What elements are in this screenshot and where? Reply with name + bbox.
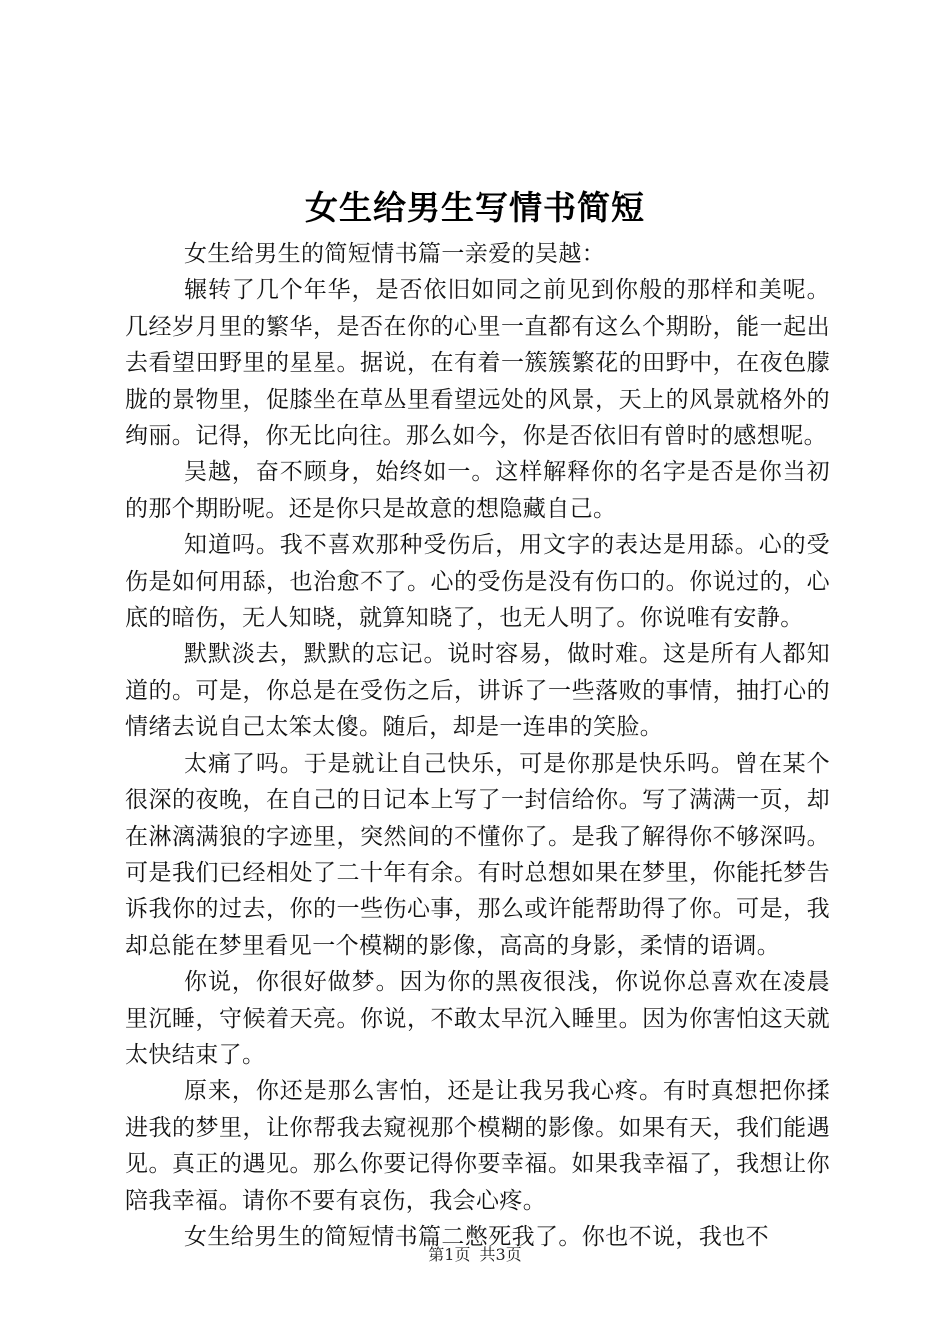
page-footer <box>0 1243 950 1267</box>
document-body <box>125 236 830 1255</box>
paragraph: 知道吗。我不喜欢那种受伤后，用文字的表达是用舔。心的受伤是如何用舔，也治愈不了。心的受伤是没有伤口的。你说过的，心底的暗伤，无人知晓，就算知晓了，也无人明了。你说唯有安静。 <box>125 532 830 632</box>
paragraph: 默默淡去，默默的忘记。说时容易，做时难。这是所有人都知道的。可是，你总是在受伤之后，讲诉了一些落败的事情，抽打心的情绪去说自己太笨太傻。随后，却是一连串的笑脸。 <box>125 641 830 741</box>
paragraph: 辗转了几个年华，是否依旧如同之前见到你般的那样和美呢。几经岁月里的繁华，是否在你的心里一直都有这么个期盼，能一起出去看望田野里的星星。据说，在有着一簇簇繁花的田野中，在夜色朦胧的景物里，促膝坐在草丛里看望远处的风景，天上的风景就格外的绚丽。记得，你无比向往。那么如今，你是否依旧有曾时的感想呢。 <box>125 277 830 450</box>
paragraph: 原来，你还是那么害怕，还是让我另我心疼。有时真想把你揉进我的梦里，让你帮我去窥视那个模糊的影像。如果有天，我们能遇见。真正的遇见。那么你要记得你要幸福。如果我幸福了，我想让你陪我幸福。请你不要有哀伤，我会心疼。 <box>125 1078 830 1214</box>
paragraph: 你说，你很好做梦。因为你的黑夜很浅，你说你总喜欢在凌晨里沉睡，守候着天亮。你说，不敢太早沉入睡里。因为你害怕这天就太快结束了。 <box>125 969 830 1068</box>
document-title: 女生给男生写情书简短 <box>305 188 645 227</box>
page-number: 第1页 <box>428 1245 471 1264</box>
paragraph: 吴越，奋不顾身，始终如一。这样解释你的名字是否是你当初的那个期盼呢。还是你只是故意的想隐藏自己。 <box>125 459 830 522</box>
paragraph: 女生给男生的简短情书篇一亲爱的吴越： <box>184 241 606 267</box>
paragraph: 女生给男生的简短情书篇二憋死我了。你也不说，我也不 <box>184 1223 769 1250</box>
page-total: 共3页 <box>479 1245 522 1264</box>
paragraph: 太痛了吗。于是就让自己快乐，可是你那是快乐吗。曾在某个很深的夜晚，在自己的日记本上写了一封信给你。写了满满一页，却在淋漓满狼的字迹里，突然间的不懂你了。是我了解得你不够深吗。可是我们已经相处了二十年有余。有时总想如果在梦里，你能托梦告诉我你的过去，你的一些伤心事，那么或许能帮助得了你。可是，我却总能在梦里看见一个模糊的影像，高高的身影，柔情的语调。 <box>125 750 830 959</box>
